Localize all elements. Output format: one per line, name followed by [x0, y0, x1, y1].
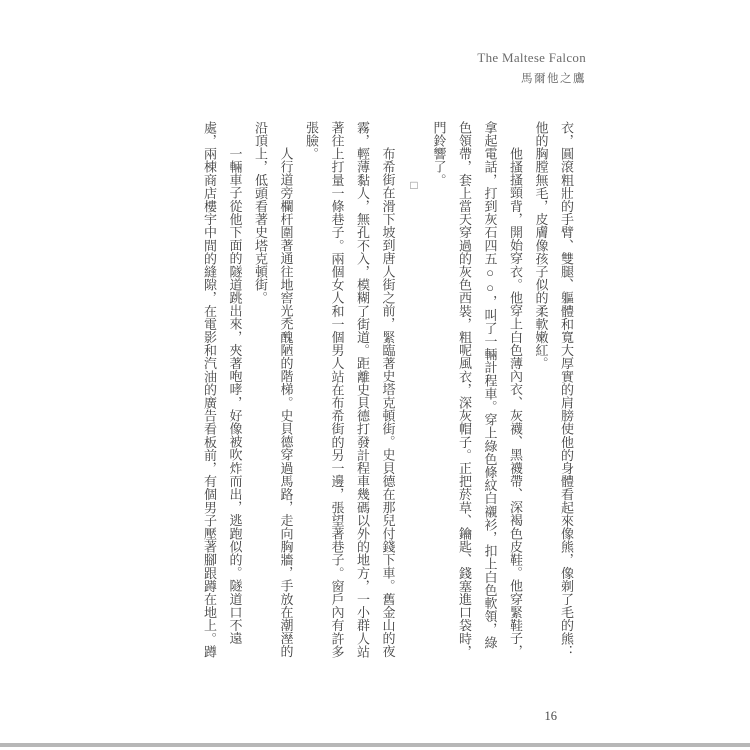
section-break: [401, 121, 427, 661]
paragraph-2: 他搔搔頸背，開始穿衣。他穿上白色薄內衣、灰襪、黑襪帶、深褐色皮鞋。他穿緊鞋子，拿起電話，打到灰石四五○○，叫了一輛計程車。穿上綠色條紋白襯衫，扣上白色軟領，綠色領帶，套上當天穿過的灰色西裝，粗呢風衣，深灰帽子。正把菸草、鑰匙、錢塞進口袋時，門鈴響了。: [431, 121, 523, 659]
paragraph-5: 一輛車子從他下面的隧道跳出來，夾著咆哮，好像被吹炸而出，逃跑似的。隧道口不遠處，兩棟商店樓宇中間的縫隙，在電影和汽油的廣告看板前，有個男子壓著腳跟蹲在地上。蹲: [202, 121, 243, 659]
page-bottom-edge-line: [0, 743, 750, 747]
running-head: [477, 50, 586, 86]
paragraph-4: 人行道旁欄杆圍著通往地窖光禿醜陋的階梯。史貝德穿過馬路，走向胸牆，手放在潮溼的沿頂上，低頭看著史塔克頓街。: [253, 121, 294, 658]
page-number: 16: [544, 709, 557, 723]
book-title-english: The Maltese Falcon: [477, 50, 586, 65]
paragraph-1: 衣，圓滾粗壯的手臂、雙腿、軀體和寬大厚實的肩膀使他的身體看起來像熊，像剃了毛的熊：他的胸膛無毛，皮膚像孩子似的柔軟嫩紅。: [533, 121, 574, 659]
book-title-chinese: 馬爾他之鷹: [521, 73, 586, 85]
section-break-square-icon: □: [407, 178, 421, 193]
paragraph-3: 布希街在滑下坡到唐人街之前，緊臨著史塔克頓街。史貝德在那兒付錢下車。舊金山的夜霧，輕薄黏人，無孔不入，模糊了街道。距離史貝德打發計程車幾碼以外的地方，一小群人站著往上打量一條巷子。兩個女人和一個男人站在布希街的另一邊，張望著巷子。窗戶內有許多張臉。: [304, 121, 396, 659]
body-text-block: [149, 121, 579, 661]
